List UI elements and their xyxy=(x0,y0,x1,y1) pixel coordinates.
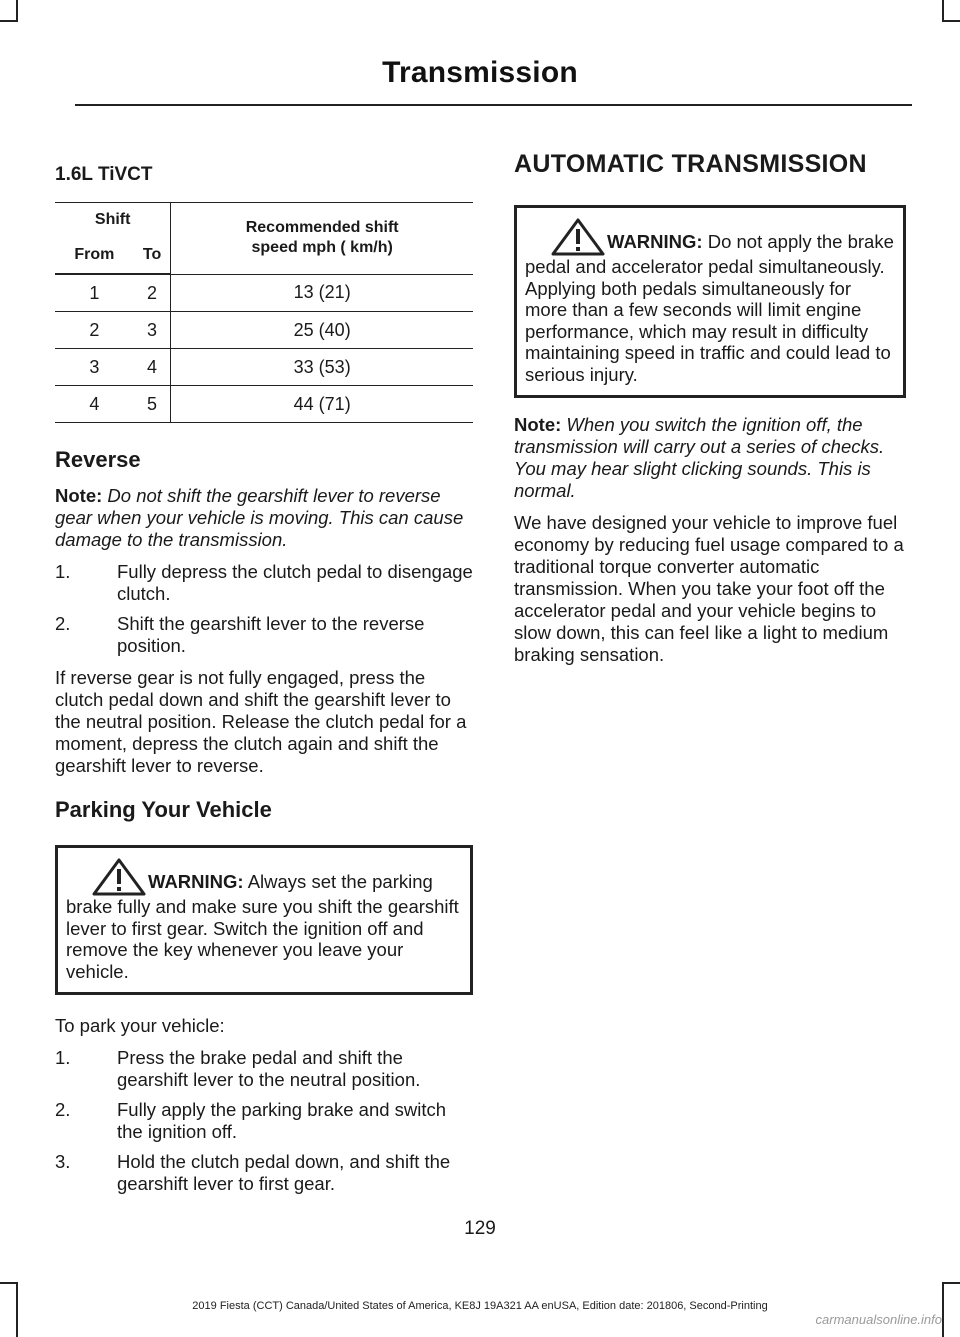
warning-triangle-icon xyxy=(551,218,605,256)
table-row xyxy=(55,349,473,386)
left-column xyxy=(55,150,473,1205)
automatic-warning-box xyxy=(514,205,906,398)
automatic-transmission-heading: AUTOMATIC TRANSMISSION xyxy=(514,150,867,178)
page-number: 129 xyxy=(464,1218,496,1239)
warning-text: Do not apply the brake pedal and accelerator pedal simultaneously. Applying both pedals simultaneously for more than a few seconds will limit engine performance, which may result in difficulty maintaining speed in traffic and could lead to serious injury. xyxy=(525,231,894,385)
from-cell: 1 xyxy=(55,274,134,312)
step-text: Press the brake pedal and shift the gearshift lever to the neutral position. xyxy=(117,1047,421,1090)
note-label: Note: xyxy=(55,485,103,506)
speed-cell: 25 (40) xyxy=(171,312,473,349)
warning-text: Always set the parking brake fully and make sure you shift the gearshift lever to first gear. Switch the ignition off and remove the key whenever you leave your vehicle. xyxy=(66,871,459,982)
crop-mark xyxy=(942,1282,960,1284)
list-item xyxy=(55,613,473,657)
list-item xyxy=(55,1151,473,1195)
to-header: To xyxy=(134,237,171,274)
list-item xyxy=(55,1099,473,1143)
from-cell: 4 xyxy=(55,386,134,423)
warning-label: WARNING: xyxy=(148,871,244,892)
parking-heading: Parking Your Vehicle xyxy=(55,797,272,822)
rec-header-line2: speed mph ( km/h) xyxy=(251,239,393,257)
parking-warning-box xyxy=(55,845,473,995)
warning-label: WARNING: xyxy=(607,231,703,252)
step-number: 1. xyxy=(55,561,71,582)
watermark: carmanualsonline.info xyxy=(815,1312,942,1327)
list-item xyxy=(55,1047,473,1091)
recommended-speed-header xyxy=(171,203,473,275)
crop-mark xyxy=(16,0,18,20)
note-text: When you switch the ignition off, the transmission will carry out a series of checks. You may hear slight clicking sounds. This is normal. xyxy=(514,414,885,501)
speed-cell: 33 (53) xyxy=(171,349,473,386)
note-label: Note: xyxy=(514,414,562,435)
note-text: Do not shift the gearshift lever to reverse gear when your vehicle is moving. This can cause damage to the transmission. xyxy=(55,485,464,550)
to-cell: 3 xyxy=(134,312,171,349)
right-column xyxy=(514,150,906,676)
step-text: Fully depress the clutch pedal to disengage clutch. xyxy=(117,561,473,604)
edition-line: 2019 Fiesta (CCT) Canada/United States of America, KE8J 19A321 AA enUSA, Edition date: 201806, Second-Printing xyxy=(192,1300,768,1312)
reverse-note xyxy=(55,485,473,551)
shift-header: Shift xyxy=(55,203,171,238)
shift-speed-table xyxy=(55,202,473,423)
step-number: 2. xyxy=(55,613,71,634)
from-cell: 3 xyxy=(55,349,134,386)
step-number: 1. xyxy=(55,1047,71,1068)
to-cell: 5 xyxy=(134,386,171,423)
reverse-paragraph: If reverse gear is not fully engaged, press the clutch pedal down and shift the gearshift lever to the neutral position. Release the clutch pedal for a moment, depress the clutch again and shift the gearshift lever to reverse. xyxy=(55,667,467,776)
to-cell: 2 xyxy=(134,274,171,312)
from-header: From xyxy=(55,237,134,274)
crop-mark xyxy=(942,20,960,22)
speed-cell: 13 (21) xyxy=(171,274,473,312)
speed-cell: 44 (71) xyxy=(171,386,473,423)
engine-title: 1.6L TiVCT xyxy=(55,164,153,185)
from-cell: 2 xyxy=(55,312,134,349)
list-item xyxy=(55,561,473,605)
step-number: 3. xyxy=(55,1151,71,1172)
step-text: Shift the gearshift lever to the reverse position. xyxy=(117,613,425,656)
parking-intro: To park your vehicle: xyxy=(55,1015,225,1036)
automatic-paragraph: We have designed your vehicle to improve fuel economy by reducing fuel usage compared to a traditional torque converter automatic transmission. When you take your foot off the accelerator pedal and your vehicle begins to slow down, this can feel like a light to medium braking sensation. xyxy=(514,512,904,665)
table-row xyxy=(55,274,473,312)
to-cell: 4 xyxy=(134,349,171,386)
crop-mark xyxy=(942,0,944,20)
step-number: 2. xyxy=(55,1099,71,1120)
header-divider xyxy=(75,104,912,106)
rec-header-line1: Recommended shift xyxy=(245,219,399,237)
page-header-title: Transmission xyxy=(382,56,578,89)
table-row xyxy=(55,386,473,423)
reverse-steps xyxy=(55,561,473,657)
step-text: Fully apply the parking brake and switch the ignition off. xyxy=(117,1099,447,1142)
parking-steps xyxy=(55,1047,473,1195)
reverse-heading: Reverse xyxy=(55,447,141,472)
automatic-note xyxy=(514,414,906,502)
step-text: Hold the clutch pedal down, and shift the gearshift lever to first gear. xyxy=(117,1151,451,1194)
warning-triangle-icon xyxy=(92,858,146,896)
table-row xyxy=(55,312,473,349)
crop-mark xyxy=(0,20,18,22)
table-header-row xyxy=(55,203,473,238)
